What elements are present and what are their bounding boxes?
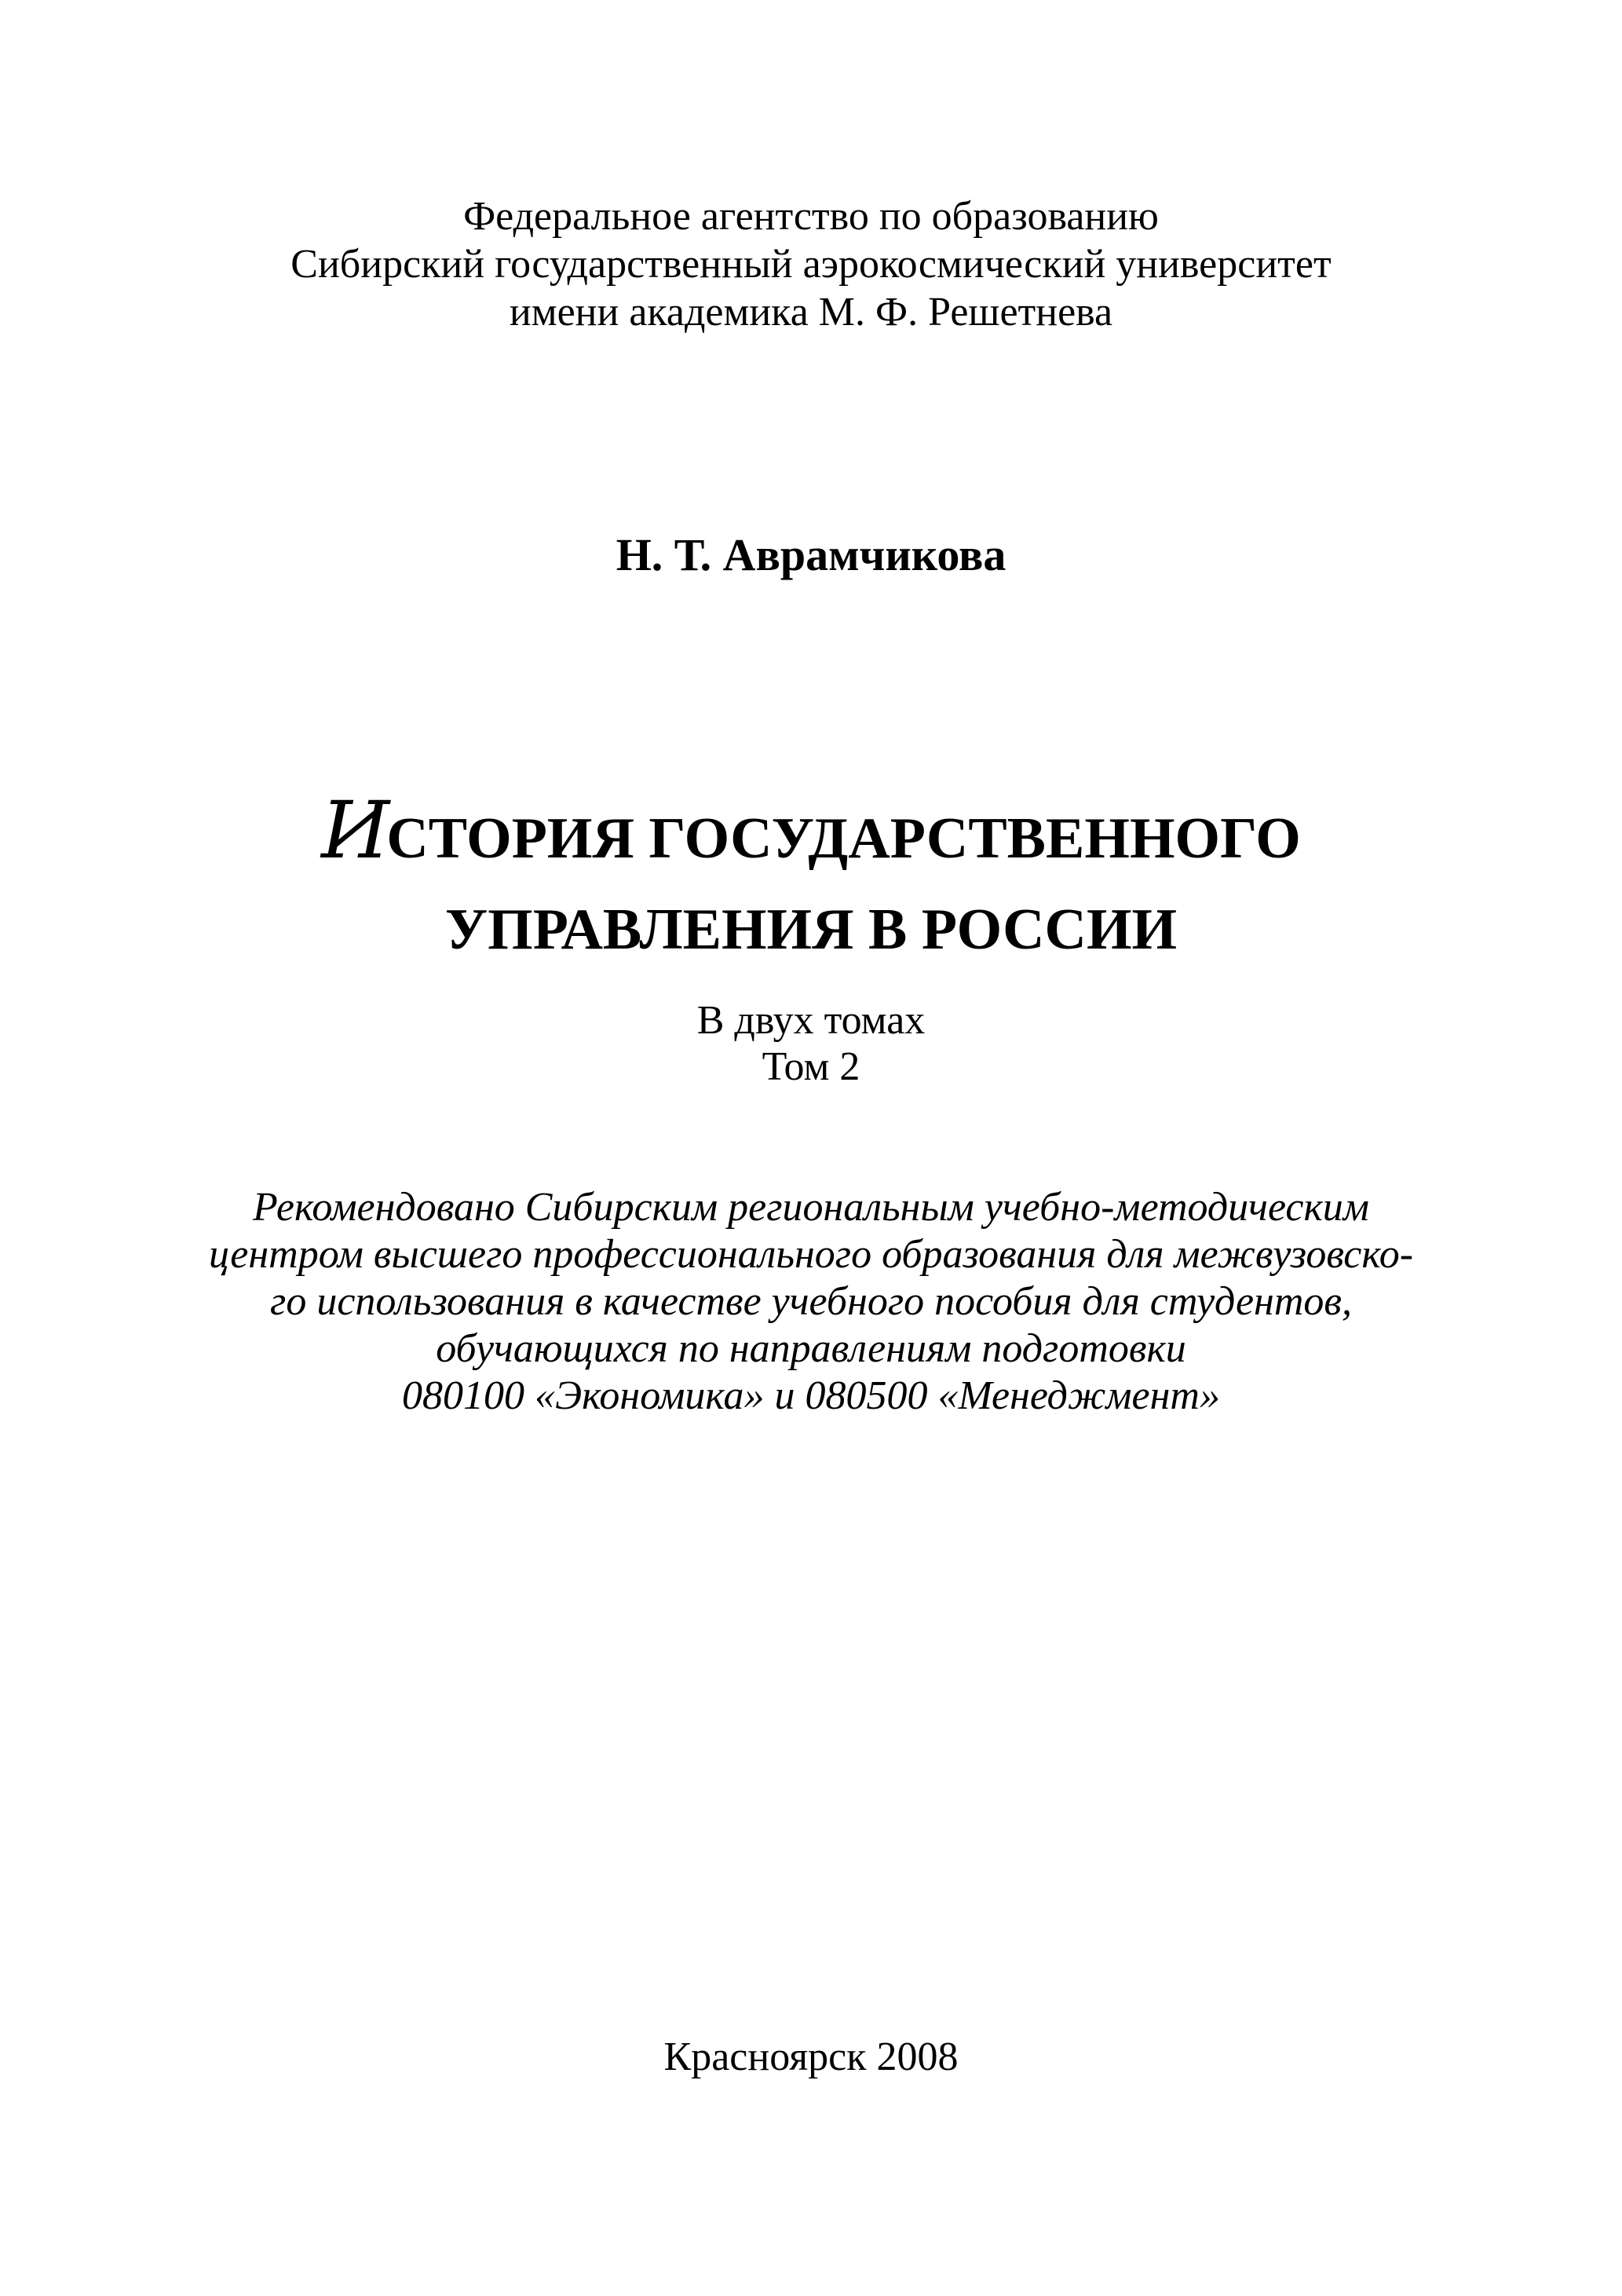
book-title-line-2: УПРАВЛЕНИЯ В РОССИИ bbox=[444, 898, 1178, 962]
book-title-line-1 bbox=[0, 785, 1622, 884]
volume-count: В двух томах bbox=[696, 998, 926, 1043]
recommendation-line-3: го использования в качестве учебного пособия для студентов, bbox=[270, 1279, 1352, 1324]
title-initial-letter: И bbox=[321, 784, 387, 876]
agency-name: Федеральное агентство по образованию bbox=[463, 194, 1159, 239]
university-named-after: имени академика М. Ф. Решетнева bbox=[509, 290, 1113, 335]
recommendation-note bbox=[0, 1184, 1622, 1420]
university-name: Сибирский государственный аэрокосмический университет bbox=[290, 242, 1332, 287]
recommendation-line-5: 080100 «Экономика» и 080500 «Менеджмент» bbox=[402, 1373, 1220, 1418]
author-name: Н. Т. Аврамчикова bbox=[616, 529, 1006, 580]
title-line-1-rest: СТОРИЯ ГОСУДАРСТВЕННОГО bbox=[386, 806, 1301, 871]
volume-info bbox=[0, 997, 1622, 1090]
volume-number: Том 2 bbox=[762, 1044, 860, 1089]
recommendation-line-1: Рекомендовано Сибирским региональным учебно-методическим bbox=[253, 1185, 1369, 1230]
recommendation-line-2: центром высшего профессионального образования для межвузовско- bbox=[208, 1232, 1414, 1277]
recommendation-line-4: обучающихся по направлениям подготовки bbox=[436, 1326, 1186, 1371]
organization-header bbox=[0, 192, 1622, 336]
publication-place-year: Красноярск 2008 bbox=[663, 2035, 959, 2079]
book-title bbox=[0, 785, 1622, 975]
